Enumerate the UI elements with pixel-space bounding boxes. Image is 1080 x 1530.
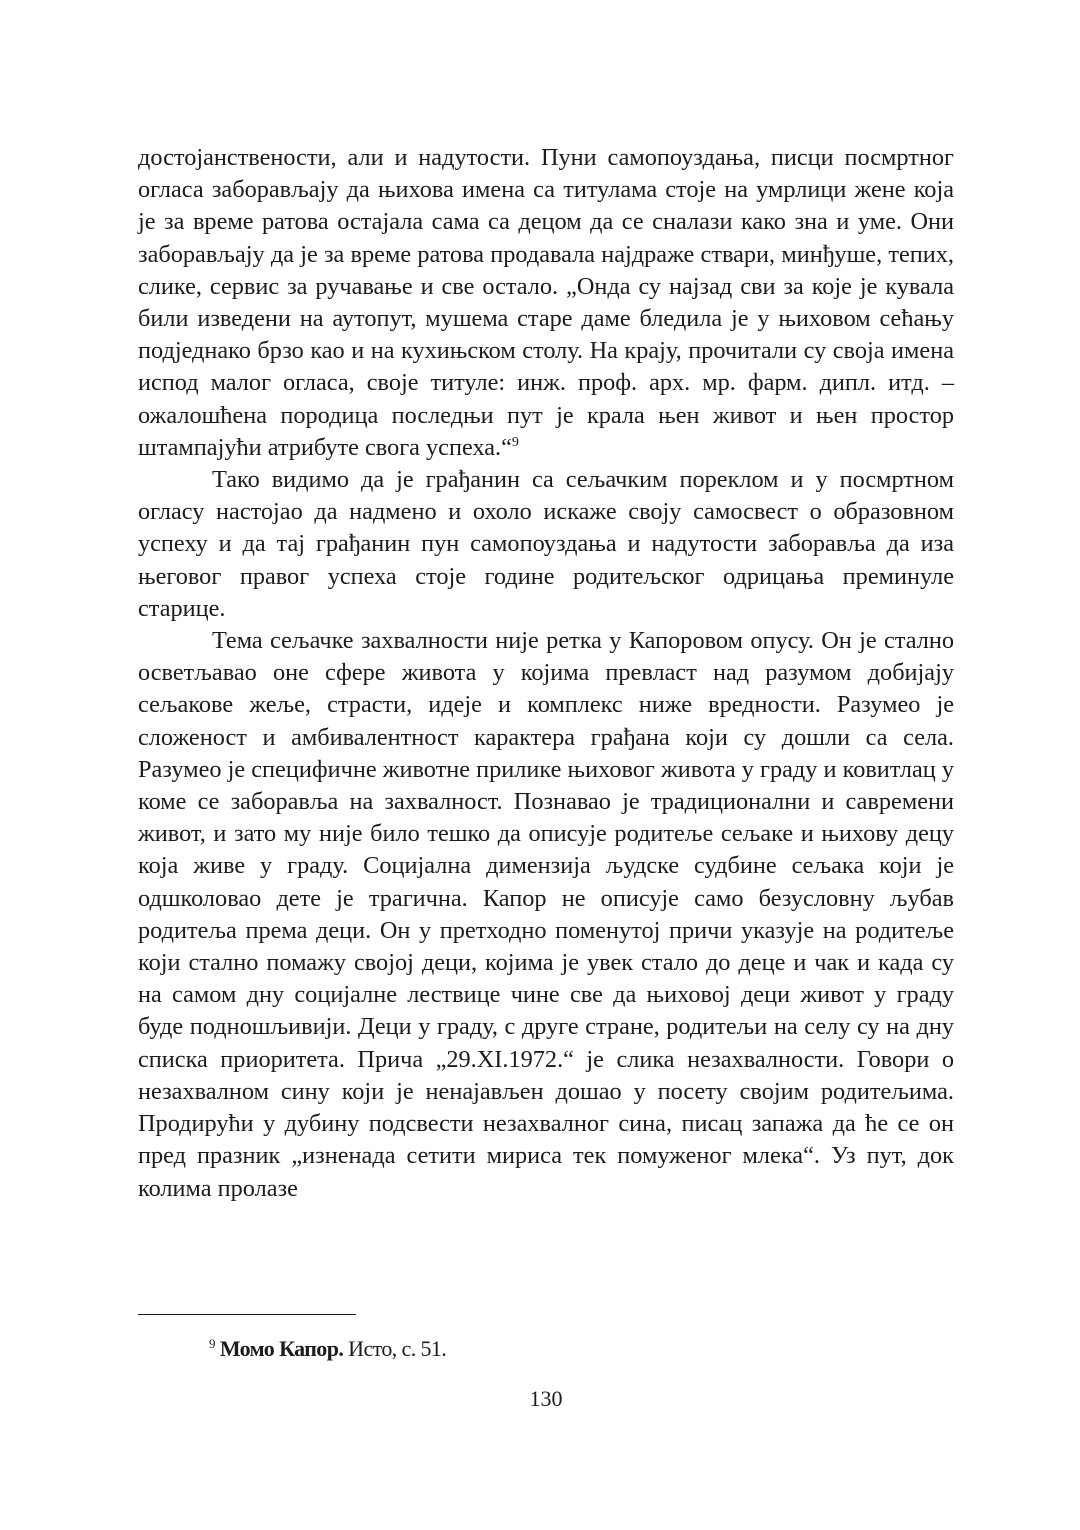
paragraph-text: достојанствености, али и надутости. Пуни самопоуздања, писци посмртног огласа заборављају да њихова имена са титулама стоје на умрлици жене која је за време ратова остајала сама са децом да се сналази како зна и уме. Они заборављају да је за време ратова продавала најдраже ствари, минђуше, тепих, слике, сервис за ручавање и све остало. „Онда су најзад сви за које је кувала били изведени на аутопут, мушема старе даме бледила је у њиховом сећању подједнако брзо као и на кухињском столу. На крају, прочитали су своја имена испод малог огласа, своје титуле: инж. проф. арх. мр. фарм. дипл. итд. – ожалошћена породица последњи пут је крала њен живот и њен простор штампајући атрибуте свога успеха.“ [138,144,954,461]
body-text [138,142,954,1205]
footnote-source: Исто, с. 51. [348,1336,447,1361]
paragraph: Тако видимо да је грађанин са сељачким пореклом и у посмртном огласу настојао да надмено и охоло искаже своју самосвест о образовном успеху и да тај грађанин пун самопоуздања и надутости заборавља да иза његовог правог успеха стоје године родитељског одрицања преминуле старице. [138,466,954,622]
paragraph-continued [138,142,954,464]
page-number: 130 [529,1386,563,1411]
footnote-author: Момо Капор. [219,1336,344,1361]
footnote-number: 9 [209,1336,215,1351]
footnote-separator [138,1314,356,1315]
paragraph: Тема сељачке захвалности није ретка у Капоровом опусу. Он је стално осветљавао оне сфере живота у којима превласт над разумом добијају сељакове жеље, страсти, идеје и комплекс ниже вредности. Разумео је сложеност и амбивалентност карактера грађана који су дошли са села. Разумео је специфичне животне прилике њиховог живота у граду и ковитлац у коме се заборавља на захвалност. Познавао је традиционални и савремени живот, и зато му није било тешко да описује родитеље сељаке и њихову децу која живе у граду. Социјална димензија људске судбине сељака који је одшколовао дете је трагична. Капор не описује само безусловну љубав родитеља према деци. Он у претходно поменутој причи указује на родитеље који стално помажу својој деци, којима је увек стало до деце и чак и када су на самом дну социјалне лествице чине све да њиховој деци живот у граду буде подношљивији. Деци у граду, с друге стране, родитељи на селу су на дну списка приоритета. Прича „29.XI.1972.“ је слика незахвалности. Говори о незахвалном сину који је ненајављен дошао у посету својим родитељима. Продирући у дубину подсвести незахвалног сина, писац запажа да ће се он пред празник „изненада сетити мириса тек помуженог млека“. Уз пут, док колима пролазе [138,627,954,1202]
footnote-reference[interactable]: 9 [511,434,519,450]
footnote [209,1334,909,1364]
